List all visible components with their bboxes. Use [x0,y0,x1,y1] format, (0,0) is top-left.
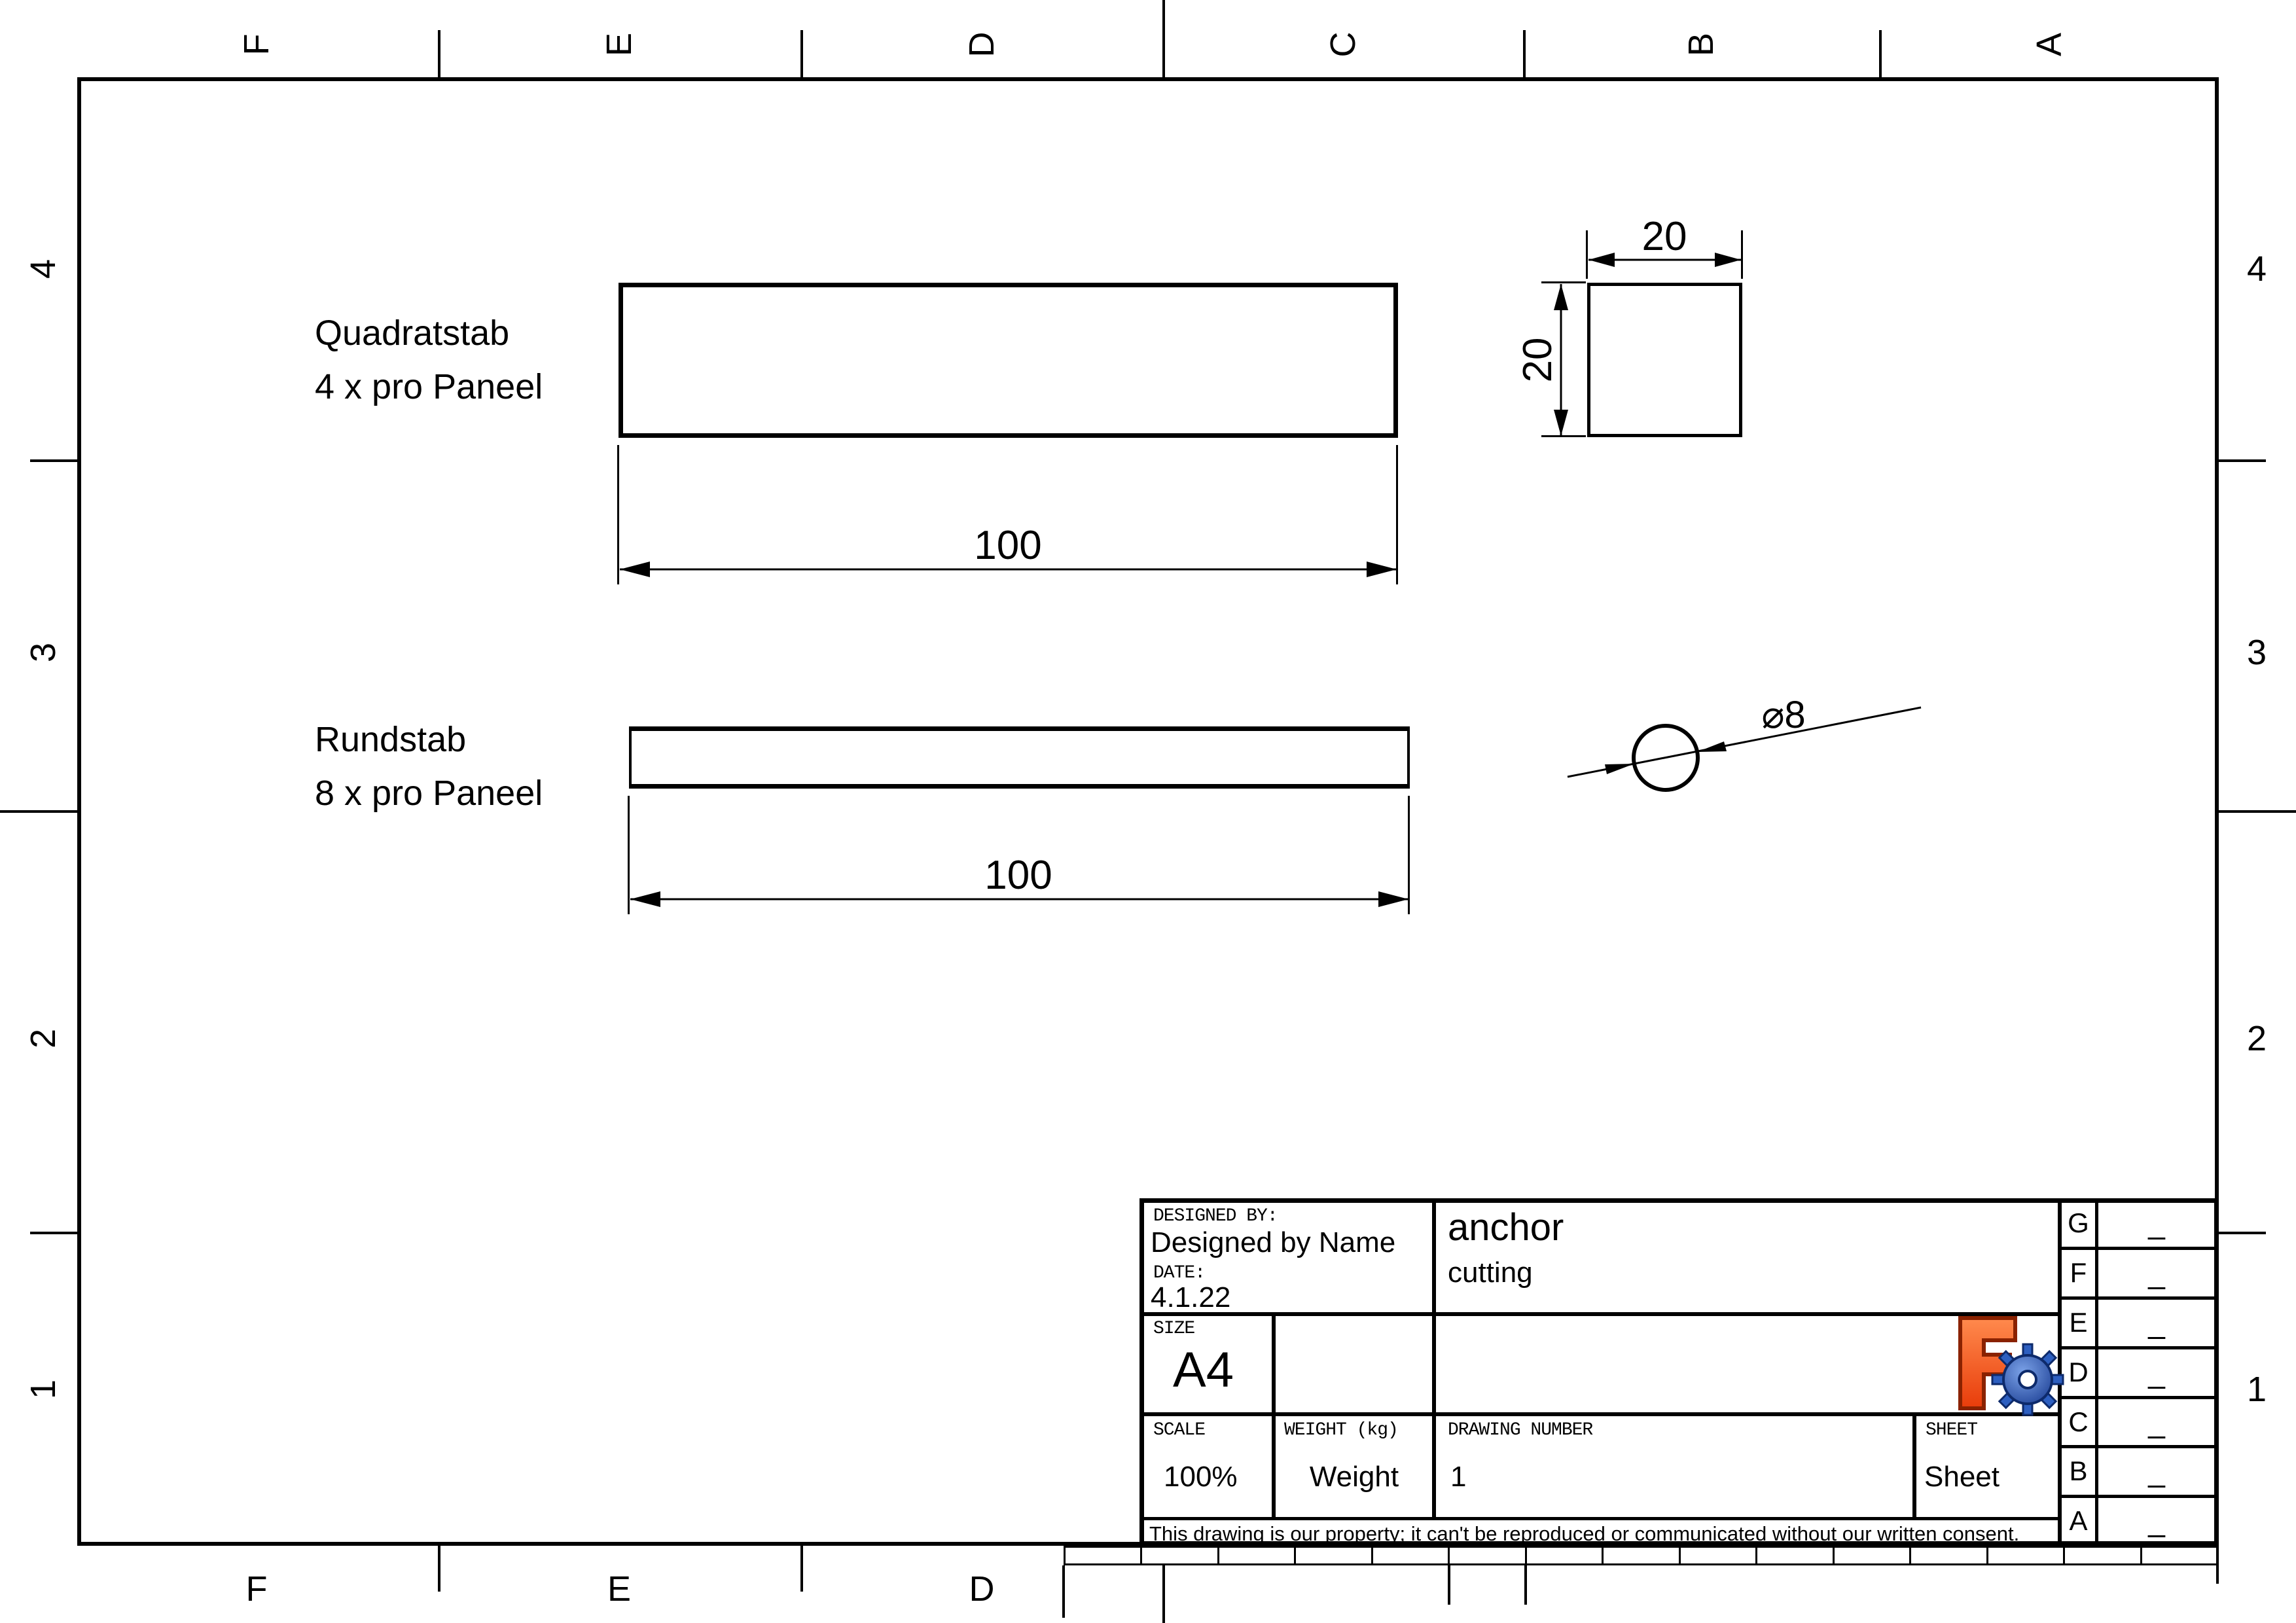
ruler-cell [1833,1546,1911,1565]
quadratstab-end-view [1587,283,1742,437]
ruler-cell [1217,1546,1296,1565]
ruler-cell [1755,1546,1834,1565]
titleblock-line [1139,1517,2060,1520]
revision-placeholder: _ [2148,1306,2165,1340]
ruler-cell [1602,1546,1680,1565]
zone-label-right: 3 [2246,633,2267,672]
part-label-line1: Quadratstab [315,313,510,353]
revision-placeholder: _ [2148,1206,2165,1240]
ruler-cell [1525,1546,1604,1565]
dimension-value: 100 [974,523,1042,568]
zone-tick-top [1879,30,1882,77]
zone-label-top: B [1681,32,1721,57]
center-mark-top [1162,0,1165,77]
ruler-cell [1294,1546,1372,1565]
revision-letter: A [2069,1505,2088,1536]
zone-label-bottom: F [245,1569,268,1609]
weight-value: Weight [1309,1461,1399,1493]
zone-label-right: 1 [2246,1370,2267,1409]
date-label: DATE: [1153,1263,1206,1283]
center-mark-left [0,810,77,813]
zone-tick-bottom [438,1546,440,1592]
zone-tick-right [2219,459,2266,462]
sheet-value: Sheet [1924,1461,2000,1493]
dimension-value-diameter: ⌀8 [1761,694,1806,736]
weight-label: WEIGHT (kg) [1284,1420,1398,1440]
revision-placeholder: _ [2148,1256,2165,1290]
rundstab-side-view [629,726,1410,789]
designed-by-value: Designed by Name [1151,1226,1396,1258]
center-mark-right [2219,810,2296,813]
revision-letter: G [2068,1207,2089,1238]
ruler-cell [1064,1546,1142,1565]
titleblock-line [1139,1312,2060,1316]
dimension-value: 20 [1641,214,1687,259]
zone-label-left: 4 [24,259,63,279]
revision-letter: E [2069,1307,2088,1338]
zone-tick-right [2219,1232,2266,1234]
zone-label-bottom: D [969,1569,995,1609]
zone-label-left: 1 [24,1379,63,1400]
part-label-quadratstab [315,306,543,414]
disclaimer-text: This drawing is our property; it can't be reproduced or communicated without our written consent. [1149,1522,2020,1545]
ruler-cell [1371,1546,1450,1565]
drawing-subtitle: cutting [1448,1257,1533,1289]
quadratstab-side-view [619,283,1398,438]
revision-placeholder: _ [2148,1355,2165,1389]
zone-label-top: A [2030,32,2069,57]
part-label-line1: Rundstab [315,720,467,759]
zone-tick-top [1523,30,1526,77]
ruler-cell [2140,1546,2219,1565]
zone-label-top: D [962,31,1001,58]
zone-label-bottom: E [607,1569,632,1609]
ruler-cell [1679,1546,1757,1565]
part-label-line2: 8 x pro Paneel [315,774,543,813]
titleblock-line [1912,1412,1916,1520]
ruler-cell [1986,1546,2065,1565]
sheet-label: SHEET [1926,1420,1978,1440]
zone-label-left: 2 [24,1028,63,1049]
designed-by-label: DESIGNED BY: [1153,1206,1278,1226]
ruler-cell [1140,1546,1219,1565]
drawing-title: anchor [1448,1206,1564,1249]
ruler-tick [1448,1565,1450,1605]
dimension-value: 100 [984,853,1052,898]
zone-label-left: 3 [24,642,63,663]
revision-letter: D [2068,1357,2089,1387]
zone-tick-top [800,30,803,77]
zone-label-right: 2 [2246,1019,2267,1058]
zone-label-right: 4 [2246,249,2267,289]
zone-tick-bottom [800,1546,803,1592]
logo-gear-icon [1992,1344,2063,1415]
ruler-tick [1524,1565,1527,1605]
ruler-cell [1448,1546,1526,1565]
scale-value: 100% [1164,1461,1238,1493]
zone-label-top: F [237,33,276,56]
revision-letter: B [2069,1455,2088,1486]
dimension-value: 20 [1515,337,1560,383]
zone-label-top: C [1323,31,1363,58]
revision-letter: F [2070,1257,2087,1288]
ruler-cell [1909,1546,1988,1565]
frame-edge-extension [2216,1546,2219,1584]
part-label-line2: 4 x pro Paneel [315,367,543,406]
size-value: A4 [1173,1342,1234,1398]
revision-letter: C [2068,1406,2089,1437]
drawing-number-label: DRAWING NUMBER [1448,1420,1593,1440]
drawing-number-value: 1 [1450,1461,1467,1493]
size-label: SIZE [1153,1319,1195,1339]
ruler-cell [2063,1546,2142,1565]
part-label-rundstab [315,713,543,820]
revision-placeholder: _ [2148,1405,2165,1439]
freecad-logo [1954,1314,2062,1414]
ruler-tick [1062,1565,1065,1618]
zone-tick-left [30,459,77,462]
zone-label-top: E [600,32,639,57]
revision-placeholder: _ [2148,1454,2165,1488]
revision-placeholder: _ [2148,1504,2165,1538]
date-value: 4.1.22 [1151,1281,1231,1313]
titleblock-line [1139,1412,2060,1416]
zone-tick-left [30,1232,77,1234]
zone-tick-top [438,30,440,77]
scale-ruler [1064,1546,2219,1565]
scale-label: SCALE [1153,1420,1206,1440]
